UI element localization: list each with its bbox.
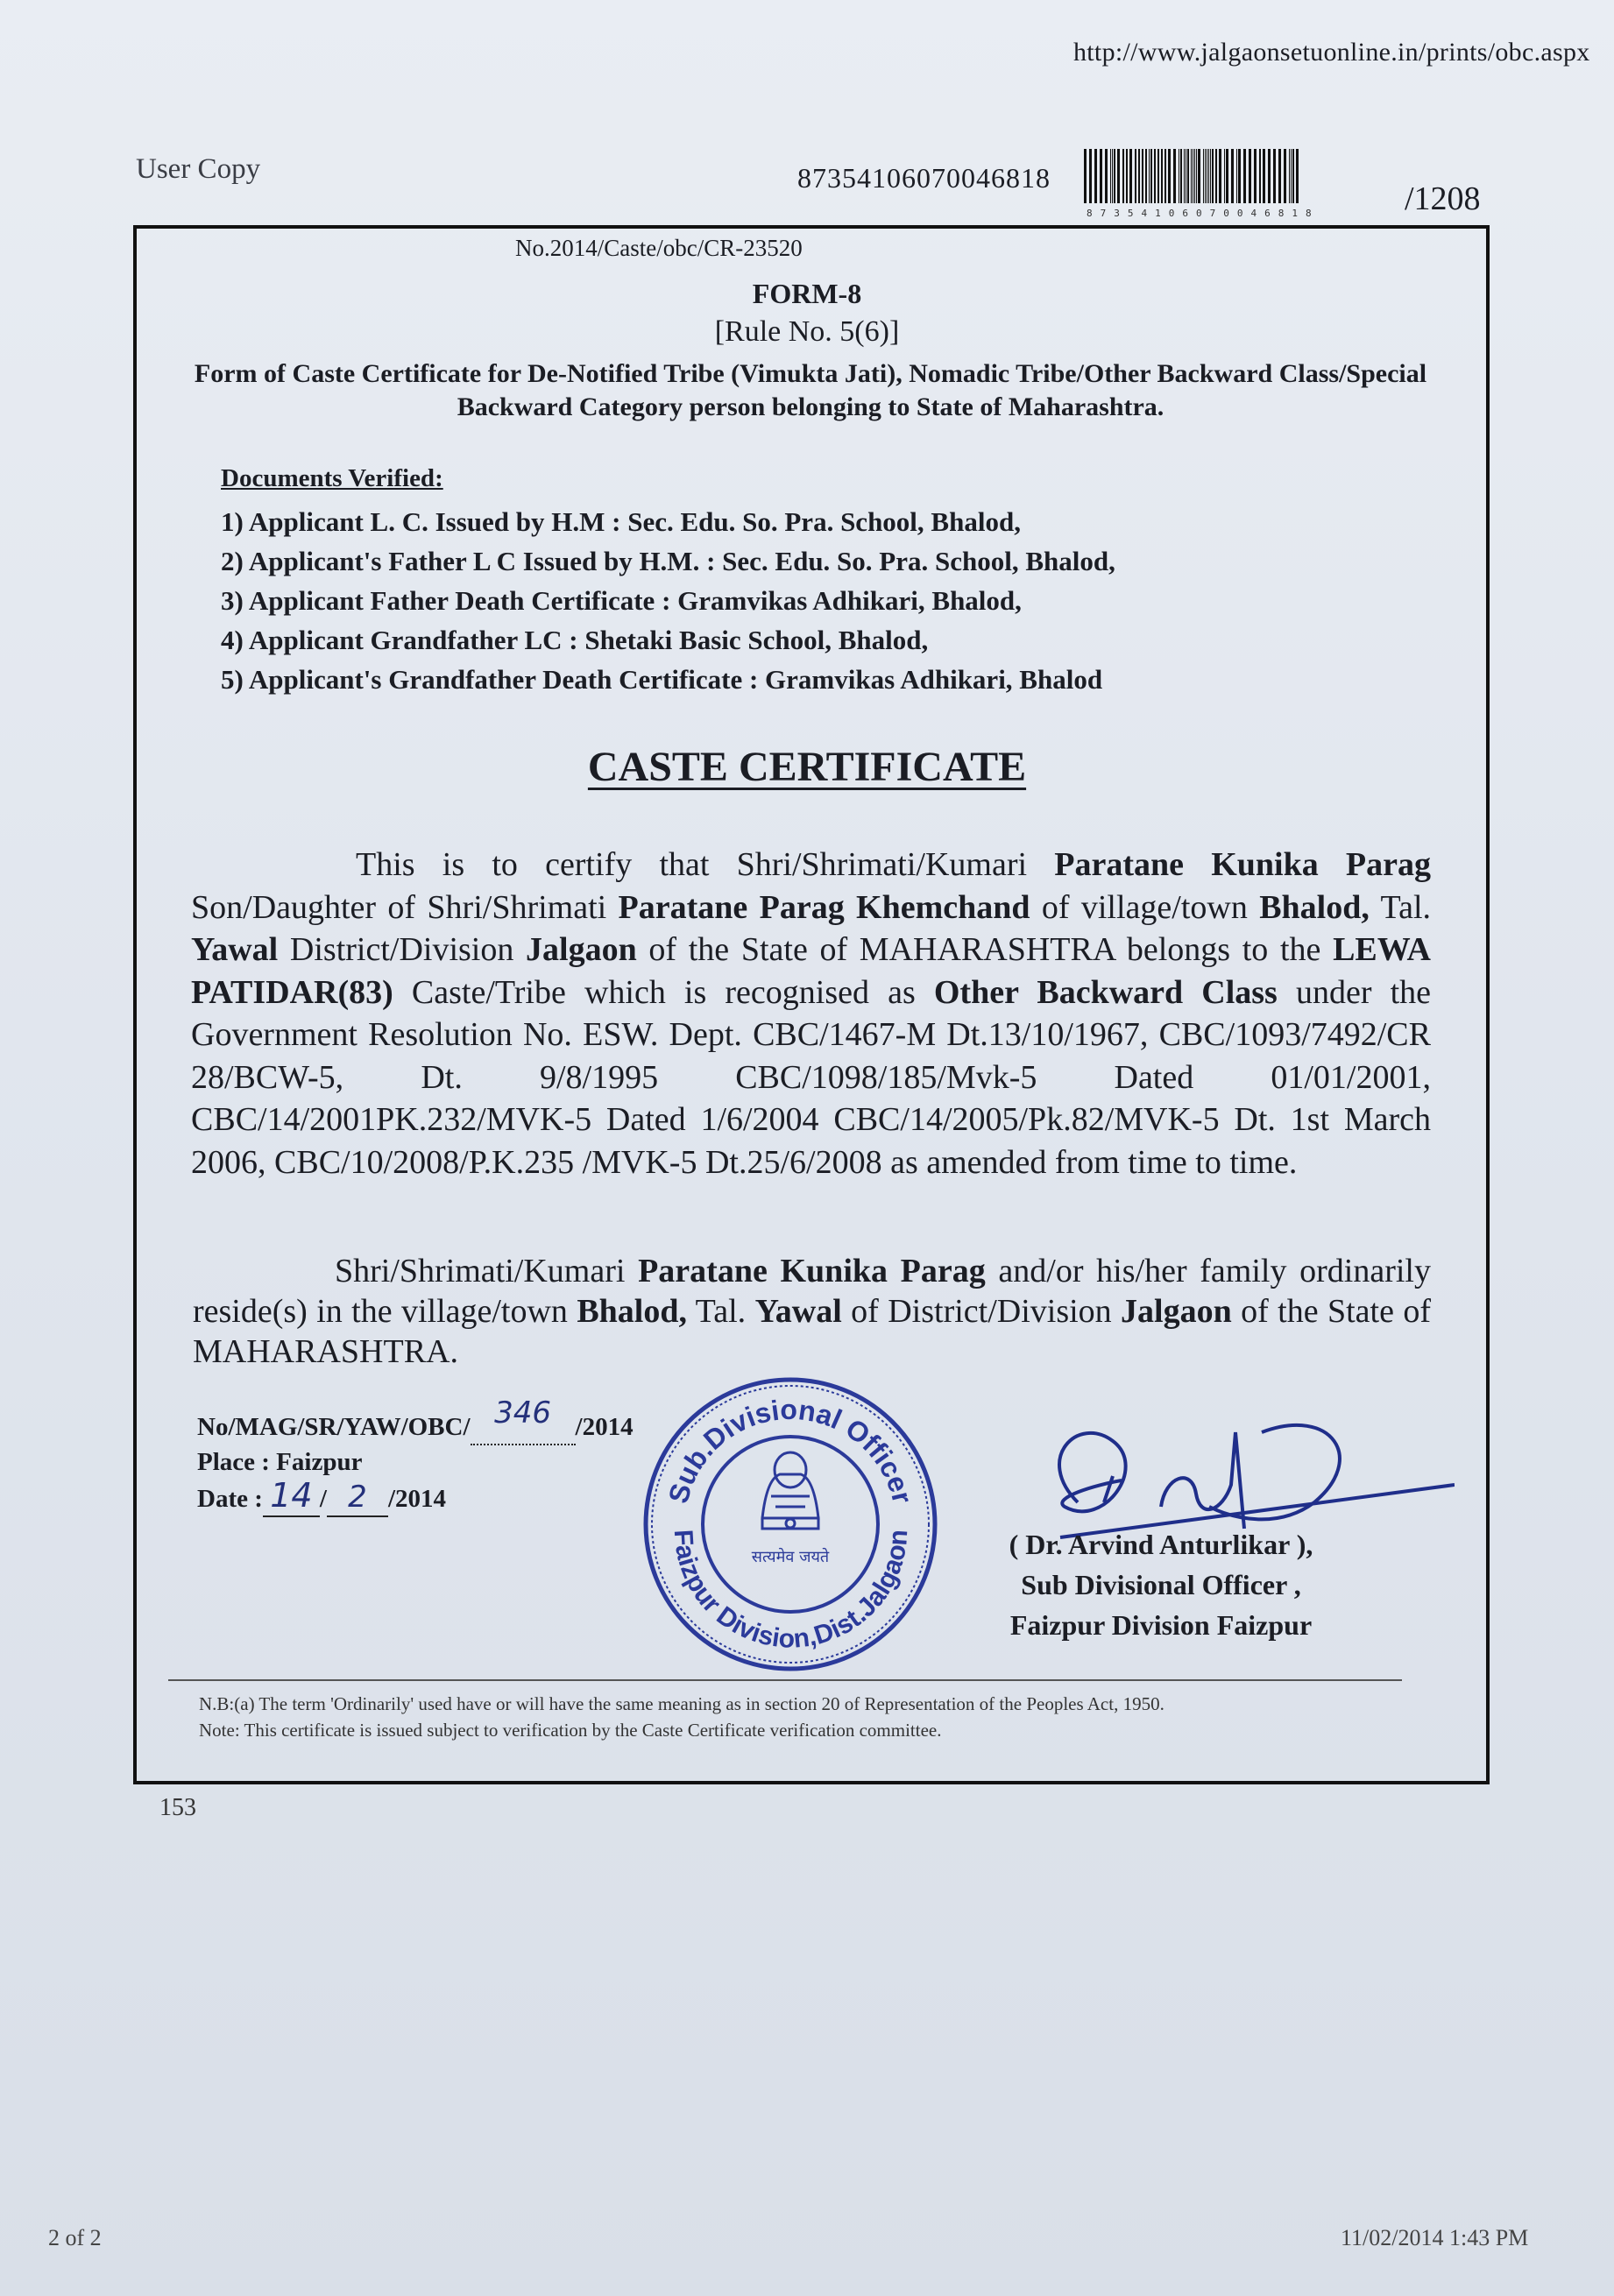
date-year: /2014 [387, 1485, 447, 1513]
date-label: Date : [197, 1485, 263, 1513]
caste-name: LEWA PATIDAR(83) [191, 931, 1431, 1011]
village-name: Bhalod, [577, 1293, 687, 1330]
document-item: 1) Applicant L. C. Issued by H.M : Sec. Edu. So. Pra. School, Bhalod, [221, 506, 1021, 537]
seal-bottom-text: Faizpur Division,Dist.Jalgaon [668, 1529, 914, 1654]
date-month-handwritten: 2 [348, 1480, 367, 1515]
documents-list [221, 502, 1115, 699]
document-item: 2) Applicant's Father L C Issued by H.M. : Sec. Edu. So. Pra. School, Bhalod, [221, 546, 1115, 576]
officer-office: Faizpur Division Faizpur [1009, 1609, 1313, 1641]
official-seal-icon [640, 1374, 942, 1676]
issue-number [197, 1395, 634, 1445]
seal-top-text: Sub.Divisional Officer [662, 1393, 919, 1507]
barcode-digits: 87354106070046818 [1087, 208, 1320, 219]
text-run: Shri/Shrimati/Kumari [335, 1253, 639, 1289]
taluka-name: Yawal [191, 931, 279, 968]
text-run: Son/Daughter of Shri/Shrimati [191, 888, 619, 926]
national-emblem-icon [762, 1452, 818, 1529]
text-run: of the State of MAHARASHTRA belongs to the [636, 931, 1334, 968]
documents-heading: Documents Verified: [221, 464, 443, 492]
text-run: Caste/Tribe which is recognised as [393, 973, 934, 1011]
text-run: of District/Division [841, 1293, 1122, 1330]
form-title: FORM-8 [752, 278, 862, 309]
footer-divider [168, 1679, 1402, 1681]
issue-date: Date : 14 / 2 /2014 [197, 1479, 634, 1517]
text-run: Tal. [686, 1293, 755, 1330]
nb-note: N.B:(a) The term 'Ordinarily' used have or will have the same meaning as in section 20 of Representation of the Peoples Act, 1950. [199, 1693, 1164, 1714]
taluka-name: Yawal [754, 1293, 842, 1330]
issue-number-suffix: /2014 [575, 1413, 634, 1441]
district-name: Jalgaon [1121, 1293, 1232, 1330]
source-url: http://www.jalgaonsetuonline.in/prints/obc.aspx [1073, 38, 1590, 67]
officer-designation: Sub Divisional Officer , [1021, 1569, 1301, 1600]
text-run: of the State of MAHARASHTRA. [193, 1293, 1431, 1370]
parent-name: Paratane Parag Khemchand [618, 888, 1030, 926]
issue-details [197, 1395, 634, 1517]
place-value: Faizpur [276, 1448, 363, 1476]
seal-motto: सत्यमेव जयते [751, 1548, 830, 1566]
serial-number: 87354106070046818 [797, 162, 1051, 194]
page-reference: /1208 [1405, 180, 1481, 217]
date-day-handwritten: 14 [270, 1476, 313, 1515]
issue-number-prefix: No/MAG/SR/YAW/OBC/ [197, 1413, 471, 1441]
text-run: under the Government Resolution No. ESW. Dept. CBC/1467-M Dt.13/10/1967, CBC/1093/7492/CR 28/BCW-5, Dt. 9/8/1995 CBC/1098/185/Mvk-5 Dated 01/01/2001, CBC/14/2001PK.232/MVK-5 Dated 1/6/2004 CBC/14/2005/Pk.82/MVK-5 Dt. 1st March 2006, CBC/10/2008/P.K.235 /MVK-5 Dt.25/6/2008 as amended from time to time. [191, 973, 1432, 1181]
document-item: 5) Applicant's Grandfather Death Certificate : Gramvikas Adhikari, Bhalod [221, 664, 1103, 695]
certification-paragraph [191, 844, 1431, 1183]
certificate-title-text: CASTE CERTIFICATE [587, 744, 1027, 790]
print-timestamp: 11/02/2014 1:43 PM [1341, 2225, 1529, 2250]
certificate-title [0, 743, 1614, 791]
form-description: Form of Caste Certificate for De-Notified Tribe (Vimukta Jati), Nomadic Tribe/Other Backward Class/Special Backward Category person belonging to State of Maharashtra. [194, 359, 1427, 421]
text-run: of village/town [1030, 888, 1260, 926]
text-run: and/or his/her family ordinarily reside(s) in the village/town [193, 1253, 1431, 1330]
village-name: Bhalod, [1259, 888, 1370, 926]
text-run: Tal. [1369, 888, 1431, 926]
district-name: Jalgaon [526, 931, 637, 968]
officer-name: ( Dr. Arvind Anturlikar ), [1009, 1529, 1313, 1560]
text-run: District/Division [278, 931, 527, 968]
place-label: Place : [197, 1448, 277, 1476]
reference-number: No.2014/Caste/obc/CR-23520 [515, 235, 803, 261]
verification-note: Note: This certificate is issued subject to verification by the Caste Certificate verification committee. [199, 1720, 942, 1741]
caste-category: Other Backward Class [933, 973, 1278, 1011]
applicant-name: Paratane Kunika Parag [1054, 846, 1432, 883]
footnotes [199, 1691, 1421, 1743]
signatory-block [973, 1524, 1349, 1645]
issue-number-handwritten: 346 [494, 1395, 551, 1431]
applicant-name: Paratane Kunika Parag [638, 1253, 986, 1289]
user-copy-label: User Copy [136, 153, 261, 185]
text-run: This is to certify that Shri/Shrimati/Kumari [356, 846, 1055, 883]
document-code: 153 [159, 1794, 196, 1821]
document-item: 4) Applicant Grandfather LC : Shetaki Basic School, Bhalod, [221, 625, 929, 655]
rule-number: [Rule No. 5(6)] [714, 315, 900, 348]
document-item: 3) Applicant Father Death Certificate : Gramvikas Adhikari, Bhalod, [221, 585, 1022, 616]
issue-place [197, 1445, 634, 1479]
residence-paragraph [193, 1251, 1431, 1372]
page-count: 2 of 2 [48, 2225, 102, 2250]
